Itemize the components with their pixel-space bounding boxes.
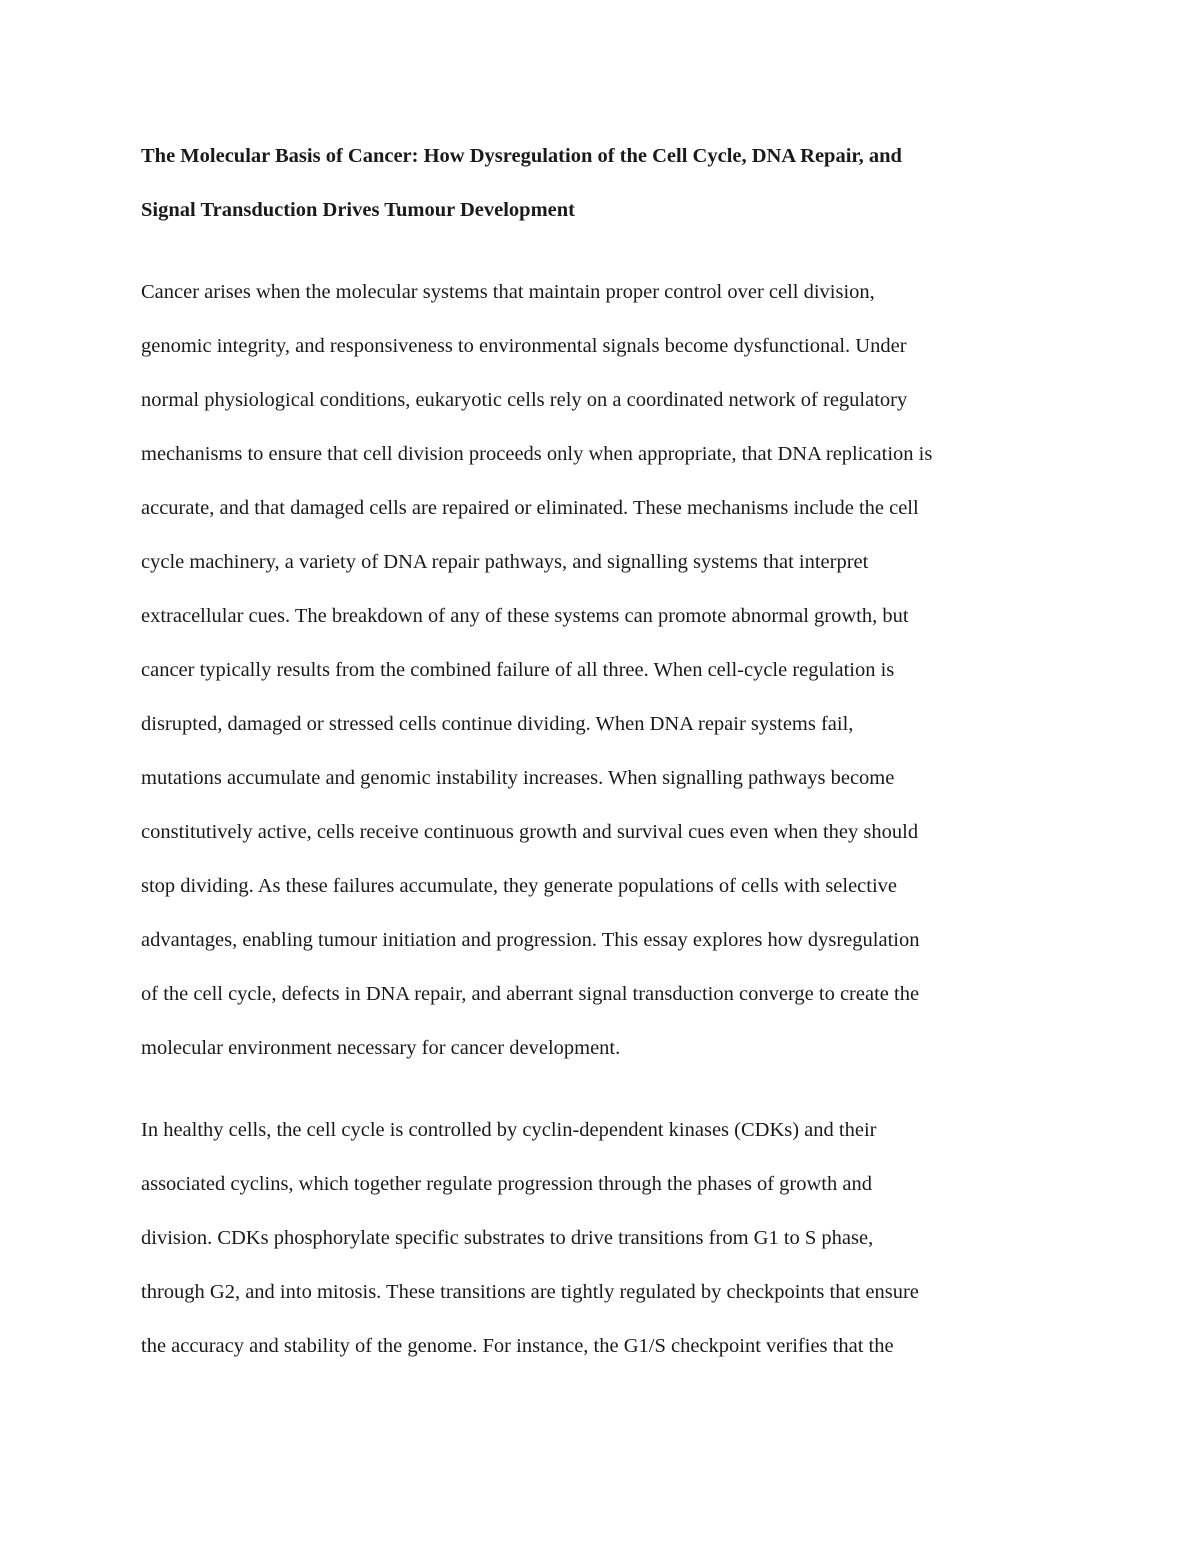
paragraph-line: extracellular cues. The breakdown of any of these systems can promote abnormal growth, but xyxy=(141,605,909,627)
paragraph-line: disrupted, damaged or stressed cells continue dividing. When DNA repair systems fail, xyxy=(141,713,854,735)
paragraph-line: molecular environment necessary for cancer development. xyxy=(141,1037,621,1059)
paragraph-line: accurate, and that damaged cells are repaired or eliminated. These mechanisms include the cell xyxy=(141,497,919,519)
paragraph-line: stop dividing. As these failures accumulate, they generate populations of cells with selective xyxy=(141,875,898,897)
paragraph-cell-cycle xyxy=(141,1103,1071,1373)
paragraph-line: constitutively active, cells receive continuous growth and survival cues even when they should xyxy=(141,821,919,843)
paragraph-line: normal physiological conditions, eukaryotic cells rely on a coordinated network of regulatory xyxy=(141,389,908,411)
paragraph-line: In healthy cells, the cell cycle is controlled by cyclin-dependent kinases (CDKs) and their xyxy=(141,1119,877,1141)
paragraph-line: mutations accumulate and genomic instability increases. When signalling pathways become xyxy=(141,767,895,789)
document-title xyxy=(141,129,1071,237)
paragraph-line: advantages, enabling tumour initiation and progression. This essay explores how dysregulation xyxy=(141,929,920,951)
paragraph-line: cycle machinery, a variety of DNA repair pathways, and signalling systems that interpret xyxy=(141,551,869,573)
title-line: The Molecular Basis of Cancer: How Dysregulation of the Cell Cycle, DNA Repair, and xyxy=(141,145,902,167)
paragraph-line: mechanisms to ensure that cell division proceeds only when appropriate, that DNA replication is xyxy=(141,443,933,465)
document-body xyxy=(141,129,1071,1373)
paragraph-line: the accuracy and stability of the genome. For instance, the G1/S checkpoint verifies that the xyxy=(141,1335,894,1357)
paragraph-line: of the cell cycle, defects in DNA repair, and aberrant signal transduction converge to create the xyxy=(141,983,920,1005)
paragraph-line: associated cyclins, which together regulate progression through the phases of growth and xyxy=(141,1173,872,1195)
paragraph-line: Cancer arises when the molecular systems that maintain proper control over cell division, xyxy=(141,281,875,303)
title-line: Signal Transduction Drives Tumour Development xyxy=(141,199,575,221)
paragraph-line: cancer typically results from the combined failure of all three. When cell-cycle regulation is xyxy=(141,659,895,681)
paragraph-line: genomic integrity, and responsiveness to environmental signals become dysfunctional. Under xyxy=(141,335,907,357)
paragraph-line: division. CDKs phosphorylate specific substrates to drive transitions from G1 to S phase, xyxy=(141,1227,874,1249)
paragraph-line: through G2, and into mitosis. These transitions are tightly regulated by checkpoints that ensure xyxy=(141,1281,919,1303)
paragraph-intro xyxy=(141,265,1071,1075)
